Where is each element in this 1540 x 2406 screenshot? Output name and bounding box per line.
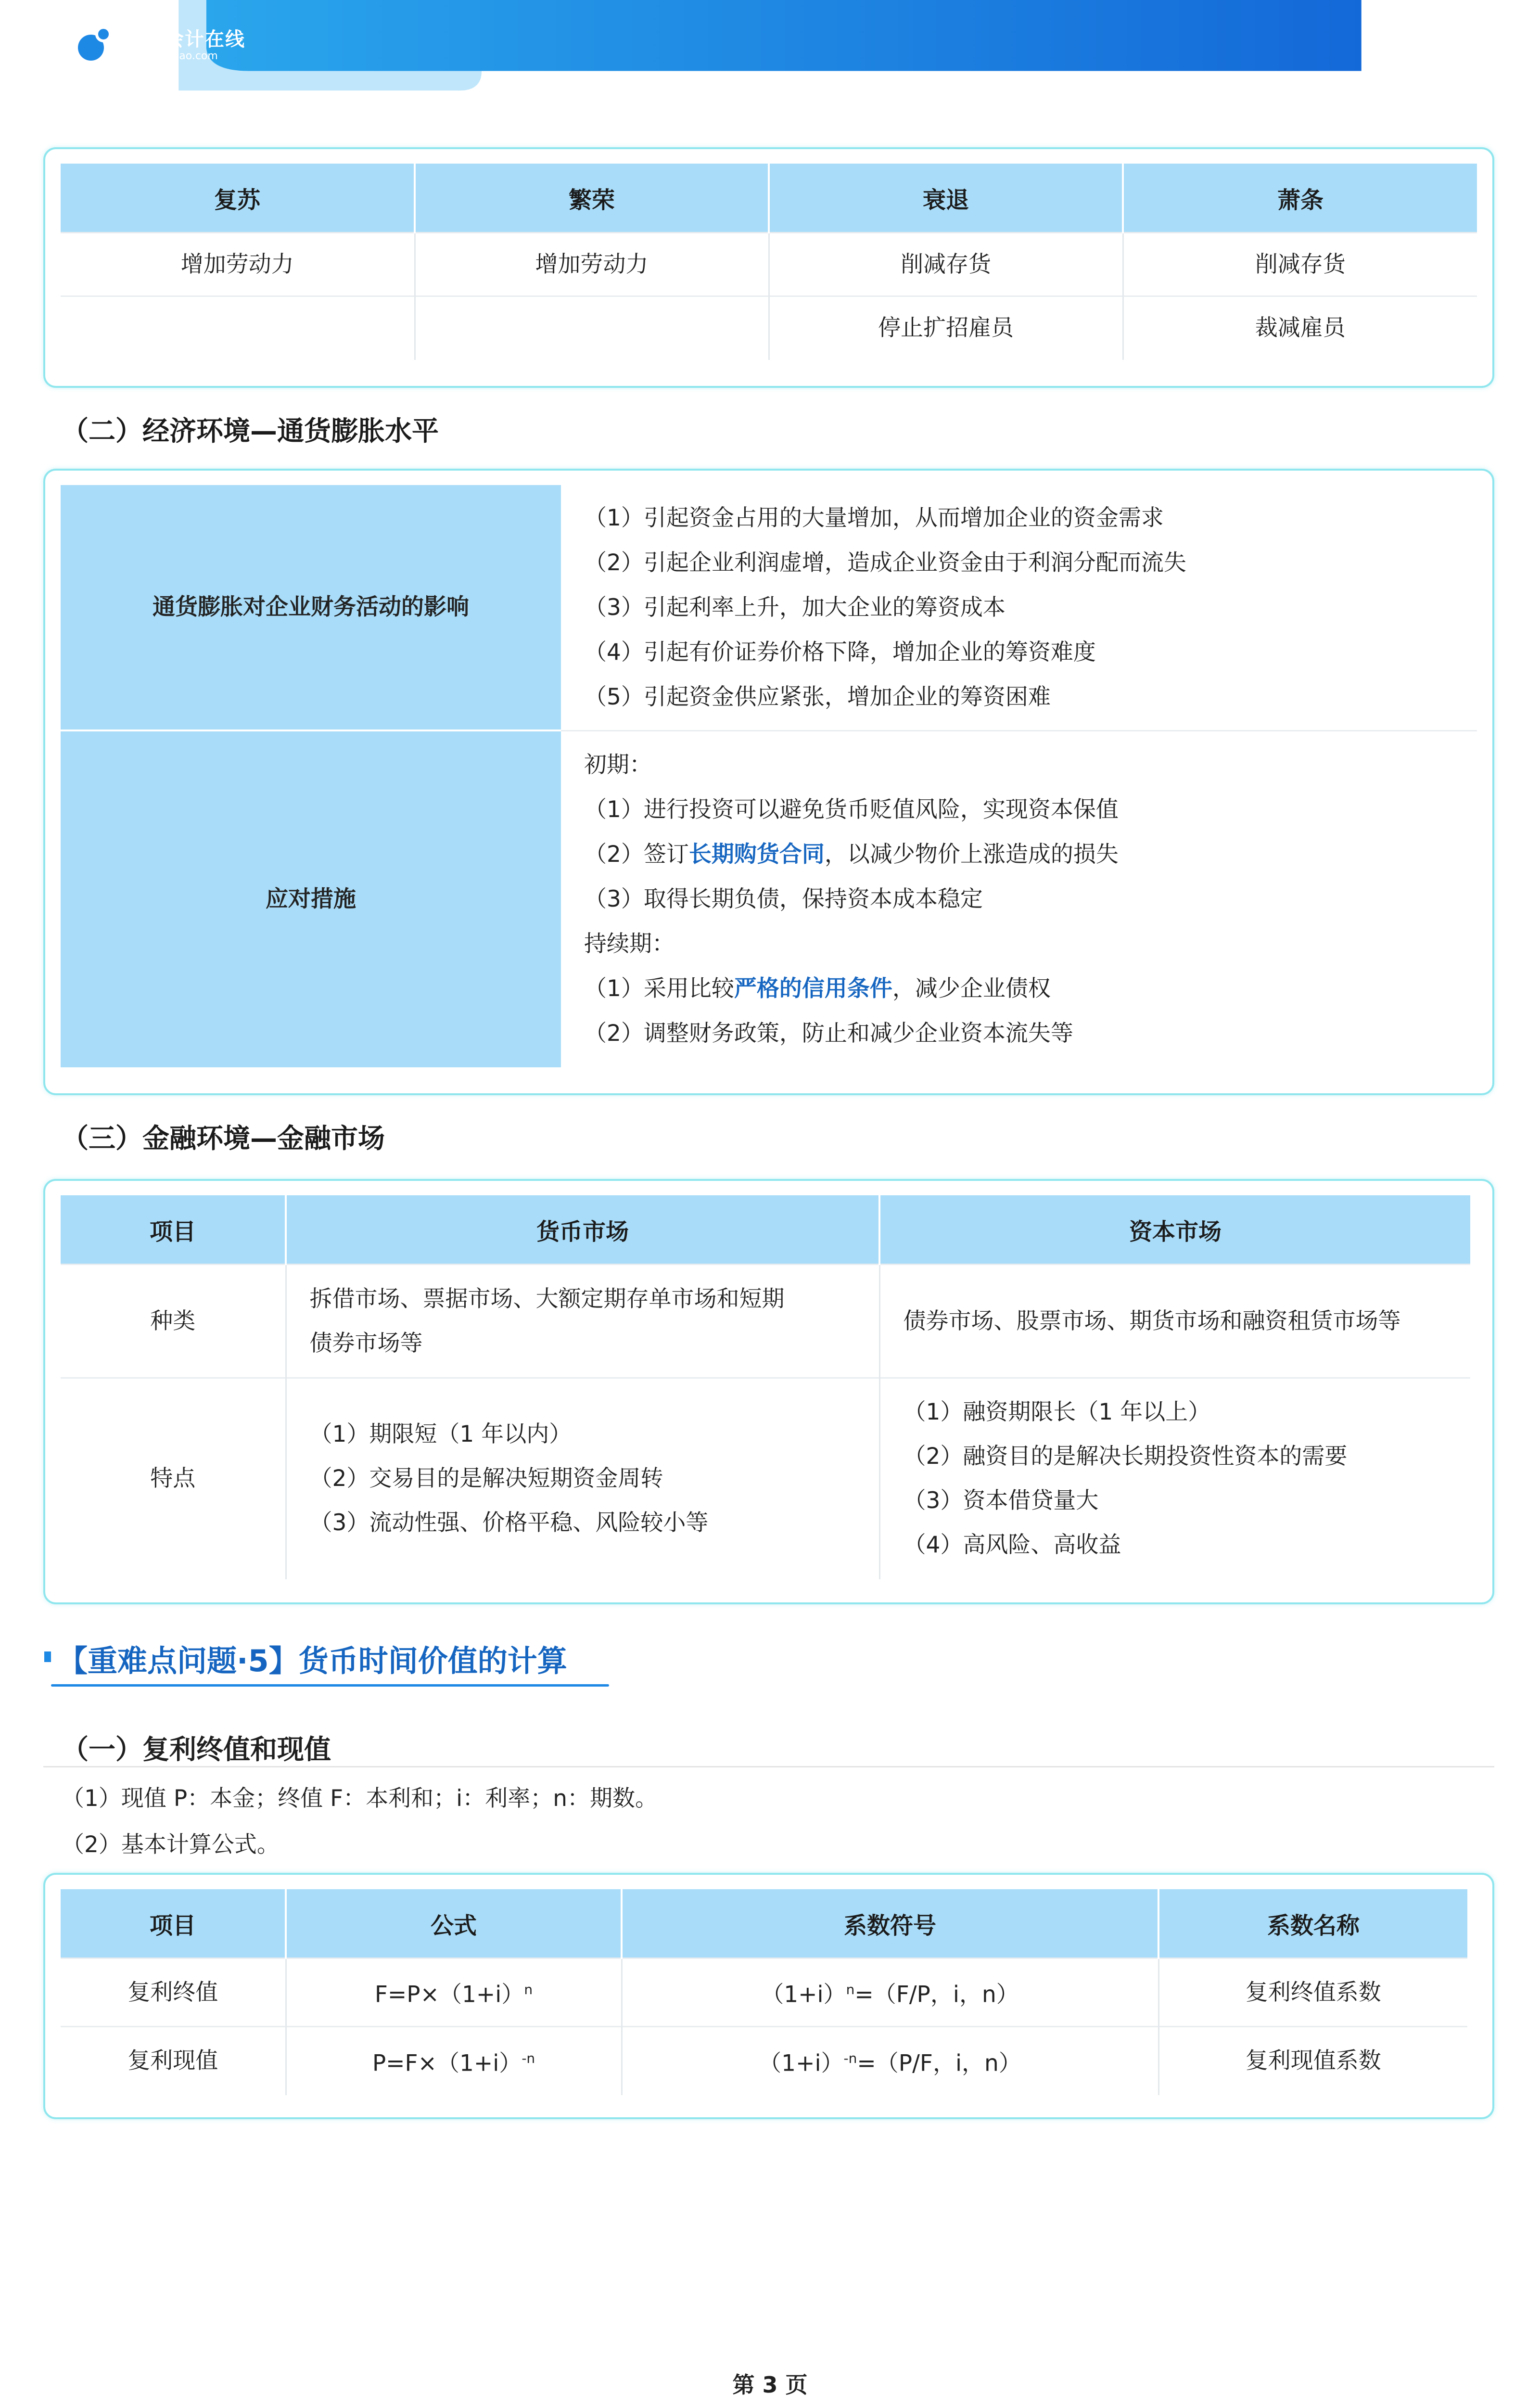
table-row bbox=[61, 2027, 1467, 2095]
table-row bbox=[61, 485, 1477, 730]
key-point-underline bbox=[51, 1684, 609, 1687]
measures-list bbox=[561, 730, 1477, 1067]
table-cell bbox=[415, 296, 769, 360]
list-item: （1）引起资金占用的大量增加，从而增加企业的资金需求 bbox=[584, 504, 1164, 531]
col-header: 资本市场 bbox=[879, 1195, 1470, 1265]
list-item: （3）资本借贷量大 bbox=[903, 1487, 1099, 1514]
list-item: （2）引起企业利润虚增，造成企业资金由于利润分配而流失 bbox=[584, 549, 1186, 576]
table-cell: 债券市场、股票市场、期货市场和融资租赁市场等 bbox=[879, 1265, 1470, 1378]
measures-label: 应对措施 bbox=[61, 730, 561, 1067]
market-table bbox=[61, 1195, 1470, 1579]
early-label: 初期： bbox=[584, 752, 652, 779]
col-header: 系数符号 bbox=[622, 1889, 1158, 1958]
subsection-divider bbox=[43, 1766, 1494, 1767]
list-item: （3）取得长期负债，保持资本成本稳定 bbox=[584, 886, 983, 913]
cycle-table bbox=[61, 164, 1477, 360]
header-divider bbox=[1401, 28, 1403, 64]
table-header-row bbox=[61, 1889, 1467, 1958]
level-label: 中级 bbox=[1420, 30, 1491, 71]
table-cell bbox=[61, 296, 415, 360]
col-header: 项目 bbox=[61, 1195, 286, 1265]
coefficient-symbol-cell: $(1+i)^n=(F/P$，i，n） bbox=[622, 1958, 1158, 2027]
coefficient-symbol-cell: $(1+i)^{-n}=(P/F$，i，n） bbox=[622, 2027, 1158, 2095]
impact-label: 通货膨胀对企业财务活动的影响 bbox=[61, 485, 561, 730]
table-row bbox=[61, 1378, 1470, 1579]
definition-text: （1）现值 P：本金；终值 F：本利和；i：利率；n：期数。 bbox=[62, 1785, 658, 1812]
list-item: （1）期限短（1 年以内） bbox=[309, 1421, 572, 1448]
table-row bbox=[61, 1265, 1470, 1378]
col-header: 衰退 bbox=[769, 164, 1123, 233]
col-header: 货币市场 bbox=[286, 1195, 879, 1265]
table-row bbox=[61, 233, 1477, 296]
table-row bbox=[61, 730, 1477, 1067]
table-cell: 削减存货 bbox=[1123, 233, 1477, 296]
inflation-card bbox=[43, 469, 1494, 1095]
table-cell: 增加劳动力 bbox=[61, 233, 415, 296]
formula-cell: $P=F\times(1+i)^{-n}$ bbox=[286, 2027, 622, 2095]
col-header: 公式 bbox=[286, 1889, 622, 1958]
table-cell: 削减存货 bbox=[769, 233, 1123, 296]
col-header: 系数名称 bbox=[1158, 1889, 1467, 1958]
row-label: 种类 bbox=[61, 1265, 286, 1378]
list-item: （4）引起有价证券价格下降，增加企业的筹资难度 bbox=[584, 639, 1096, 665]
table-cell: 裁减雇员 bbox=[1123, 296, 1477, 360]
later-label: 持续期： bbox=[584, 931, 675, 958]
table-cell bbox=[286, 1378, 879, 1579]
highlight-text: 严格的信用条件 bbox=[734, 975, 892, 1002]
col-header: 复苏 bbox=[61, 164, 415, 233]
market-card bbox=[43, 1179, 1494, 1604]
col-header: 项目 bbox=[61, 1889, 286, 1958]
table-cell: 拆借市场、票据市场、大额定期存单市场和短期 债券市场等 bbox=[286, 1265, 879, 1378]
list-item: （4）高风险、高收益 bbox=[903, 1532, 1121, 1559]
subsection-title-compound: （一）复利终值和现值 bbox=[62, 1734, 331, 1766]
impact-list bbox=[561, 485, 1477, 730]
page-number: 第 3 页 bbox=[732, 2372, 808, 2398]
list-item: （5）引起资金供应紧张，增加企业的筹资困难 bbox=[584, 683, 1051, 710]
table-cell: 复利终值系数 bbox=[1158, 1958, 1467, 2027]
section-title-inflation: （二）经济环境—通货膨胀水平 bbox=[62, 416, 439, 447]
row-label: 特点 bbox=[61, 1378, 286, 1579]
table-cell: 复利现值系数 bbox=[1158, 2027, 1467, 2095]
table-row bbox=[61, 1958, 1467, 2027]
col-header: 繁荣 bbox=[415, 164, 769, 233]
table-cell: 复利现值 bbox=[61, 2027, 286, 2095]
table-cell: 增加劳动力 bbox=[415, 233, 769, 296]
logo-icon bbox=[67, 23, 115, 71]
logo-url: www.dongao.com bbox=[124, 50, 218, 62]
list-item: （2）调整财务政策，防止和减少企业资本流失等 bbox=[584, 1020, 1073, 1047]
page-header bbox=[0, 0, 1540, 92]
cycle-card bbox=[43, 147, 1494, 388]
table-cell: 复利终值 bbox=[61, 1958, 286, 2027]
table-header-row bbox=[61, 1195, 1470, 1265]
list-item: （1）进行投资可以避免货币贬值风险，实现资本保值 bbox=[584, 796, 1119, 823]
table-row bbox=[61, 296, 1477, 360]
list-item: （2）融资目的是解决长期投资性资本的需要 bbox=[903, 1443, 1348, 1470]
formula-intro-text: （2）基本计算公式。 bbox=[62, 1831, 280, 1858]
formula-table bbox=[61, 1889, 1467, 2095]
inflation-table bbox=[61, 485, 1477, 1067]
formula-cell: $F=P\times(1+i)^n$ bbox=[286, 1958, 622, 2027]
formula-card bbox=[43, 1873, 1494, 2119]
section-title-financial-market: （三）金融环境—金融市场 bbox=[62, 1123, 385, 1154]
list-item: （1）融资期限长（1 年以上） bbox=[903, 1399, 1211, 1426]
key-point-title: 【重难点问题·5】货币时间价值的计算 bbox=[58, 1643, 567, 1678]
key-point-marker bbox=[44, 1651, 51, 1662]
list-item: （1）采用比较严格的信用条件，减少企业债权 bbox=[584, 975, 1051, 1002]
table-header-row bbox=[61, 164, 1477, 233]
col-header: 萧条 bbox=[1123, 164, 1477, 233]
list-item: （3）引起利率上升，加大企业的筹资成本 bbox=[584, 594, 1005, 621]
highlight-text: 长期购货合同 bbox=[688, 841, 825, 868]
table-cell: 停止扩招雇员 bbox=[769, 296, 1123, 360]
list-item: （2）签订长期购货合同，以减少物价上涨造成的损失 bbox=[584, 841, 1119, 868]
logo-name: 东奥会计在线 bbox=[124, 28, 245, 51]
list-item: （2）交易目的是解决短期资金周转 bbox=[309, 1465, 663, 1492]
list-item: （3）流动性强、价格平稳、风险较小等 bbox=[309, 1510, 709, 1536]
table-cell bbox=[879, 1378, 1470, 1579]
